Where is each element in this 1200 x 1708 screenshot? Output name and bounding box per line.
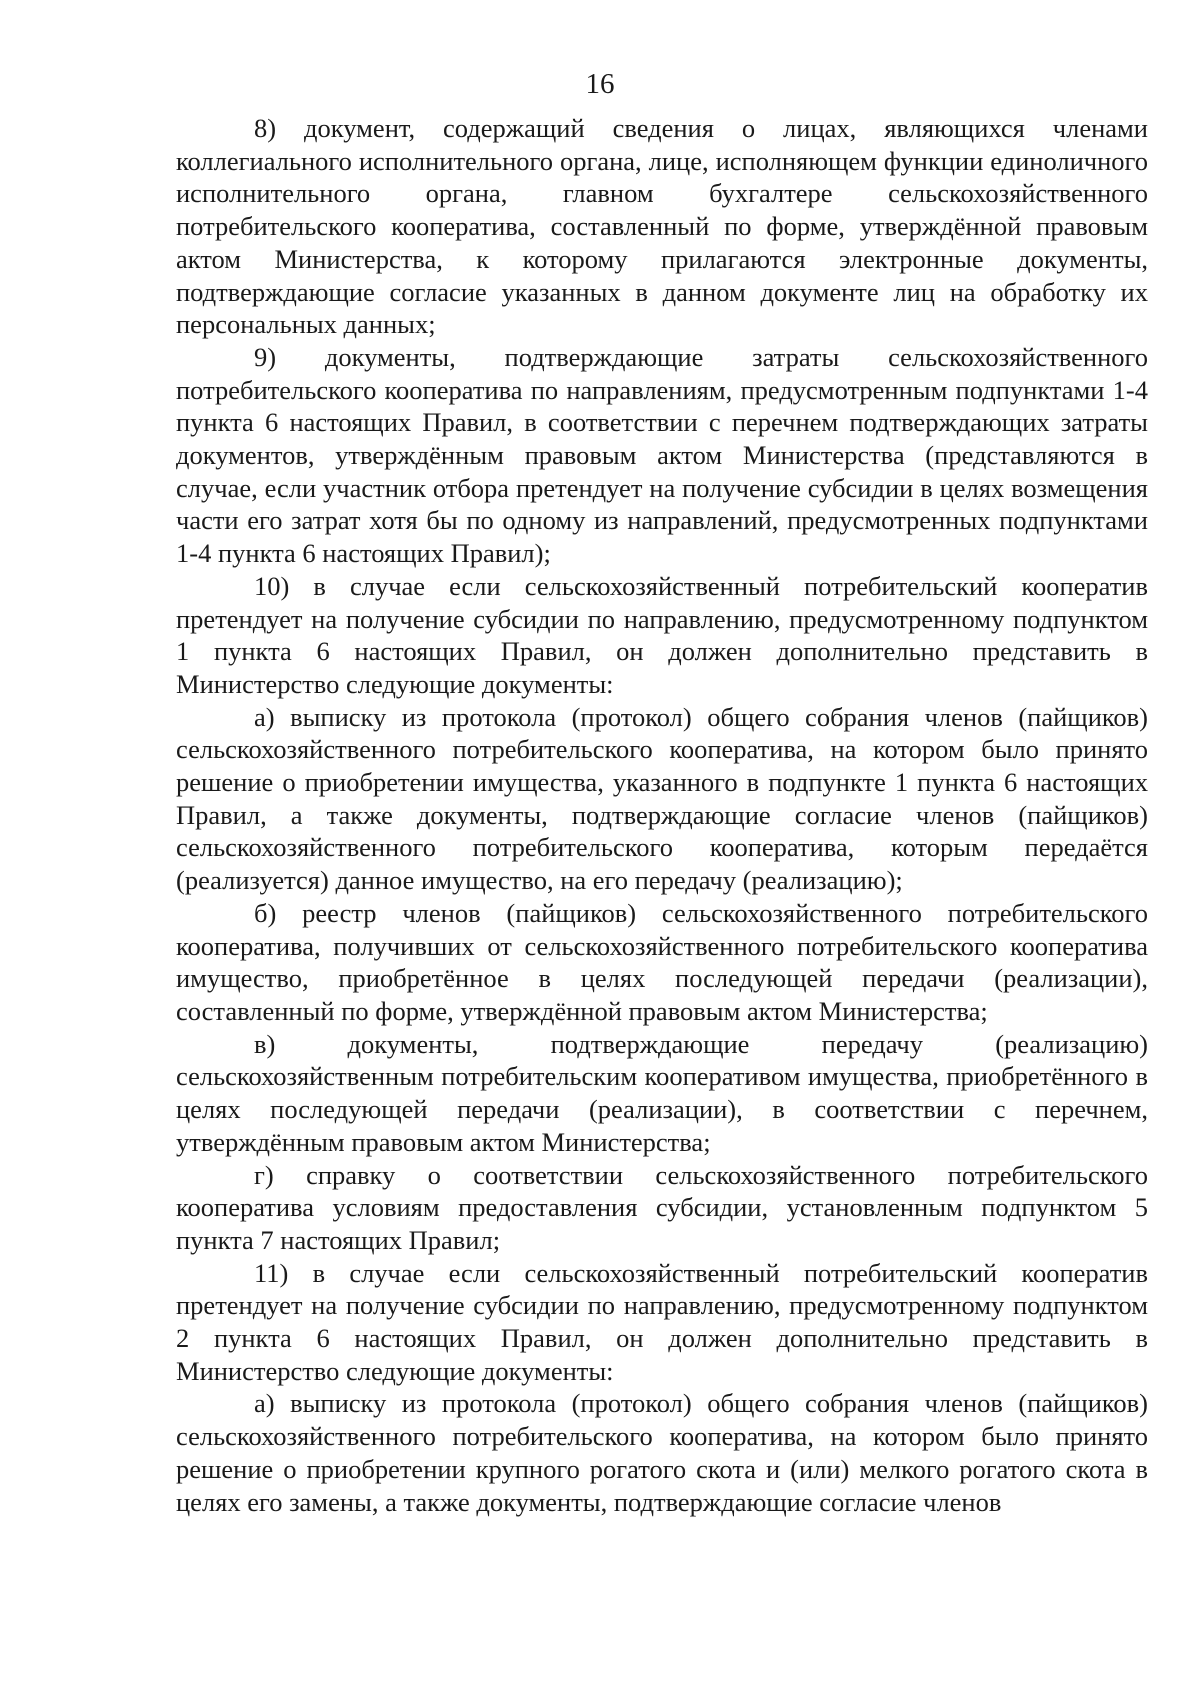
paragraph-item-11: 11) в случае если сельскохозяйственный потребительский кооператив претендует на получение субсидии по направлению, предусмотренному подпунктом 2 пункта 6 настоящих Правил, он должен дополнительно представить в Министерство следующие документы: xyxy=(176,1257,1148,1386)
paragraph-item-10: 10) в случае если сельскохозяйственный потребительский кооператив претендует на получение субсидии по направлению, предусмотренному подпунктом 1 пункта 6 настоящих Правил, он должен дополнительно представить в Министерство следующие документы: xyxy=(176,570,1148,699)
paragraph-subitem-10v: в) документы, подтверждающие передачу (реализацию) сельскохозяйственным потребительским кооперативом имущества, приобретённого в целях последующей передачи (реализации), в соответствии с перечнем, утверждённым правовым актом Министерства; xyxy=(176,1028,1148,1157)
page-number: 16 xyxy=(585,68,615,100)
paragraph-subitem-11a: а) выписку из протокола (протокол) общего собрания членов (пайщиков) сельскохозяйственного потребительского кооператива, на котором было принято решение о приобретении крупного рогатого скота и (или) мелкого рогатого скота в целях его замены, а также документы, подтверждающие согласие членов xyxy=(176,1388,1148,1517)
paragraph-subitem-10g: г) справку о соответствии сельскохозяйственного потребительского кооператива условиям предоставления субсидии, установленным подпунктом 5 пункта 7 настоящих Правил; xyxy=(176,1159,1148,1255)
document-body xyxy=(176,112,1148,1518)
paragraph-subitem-10a: а) выписку из протокола (протокол) общего собрания членов (пайщиков) сельскохозяйственного потребительского кооператива, на котором было принято решение о приобретении имущества, указанного в подпункте 1 пункта 6 настоящих Правил, а также документы, подтверждающие согласие членов (пайщиков) сельскохозяйственного потребительского кооператива, которым передаётся (реализуется) данное имущество, на его передачу (реализацию); xyxy=(176,701,1148,896)
paragraph-item-8: 8) документ, содержащий сведения о лицах, являющихся членами коллегиального исполнительного органа, лице, исполняющем функции единоличного исполнительного органа, главном бухгалтере сельскохозяйственного потребительского кооператива, составленный по форме, утверждённой правовым актом Министерства, к которому прилагаются электронные документы, подтверждающие согласие указанных в данном документе лиц на обработку их персональных данных; xyxy=(176,113,1148,340)
paragraph-item-9: 9) документы, подтверждающие затраты сельскохозяйственного потребительского кооператива по направлениям, предусмотренным подпунктами 1-4 пункта 6 настоящих Правил, в соответствии с перечнем подтверждающих затраты документов, утверждённым правовым актом Министерства (представляются в случае, если участник отбора претендует на получение субсидии в целях возмещения части его затрат хотя бы по одному из направлений, предусмотренных подпунктами 1-4 пункта 6 настоящих Правил); xyxy=(176,341,1148,569)
paragraph-subitem-10b: б) реестр членов (пайщиков) сельскохозяйственного потребительского кооператива, получивших от сельскохозяйственного потребительского кооператива имущество, приобретённое в целях последующей передачи (реализации), составленный по форме, утверждённой правовым актом Министерства; xyxy=(176,897,1148,1026)
